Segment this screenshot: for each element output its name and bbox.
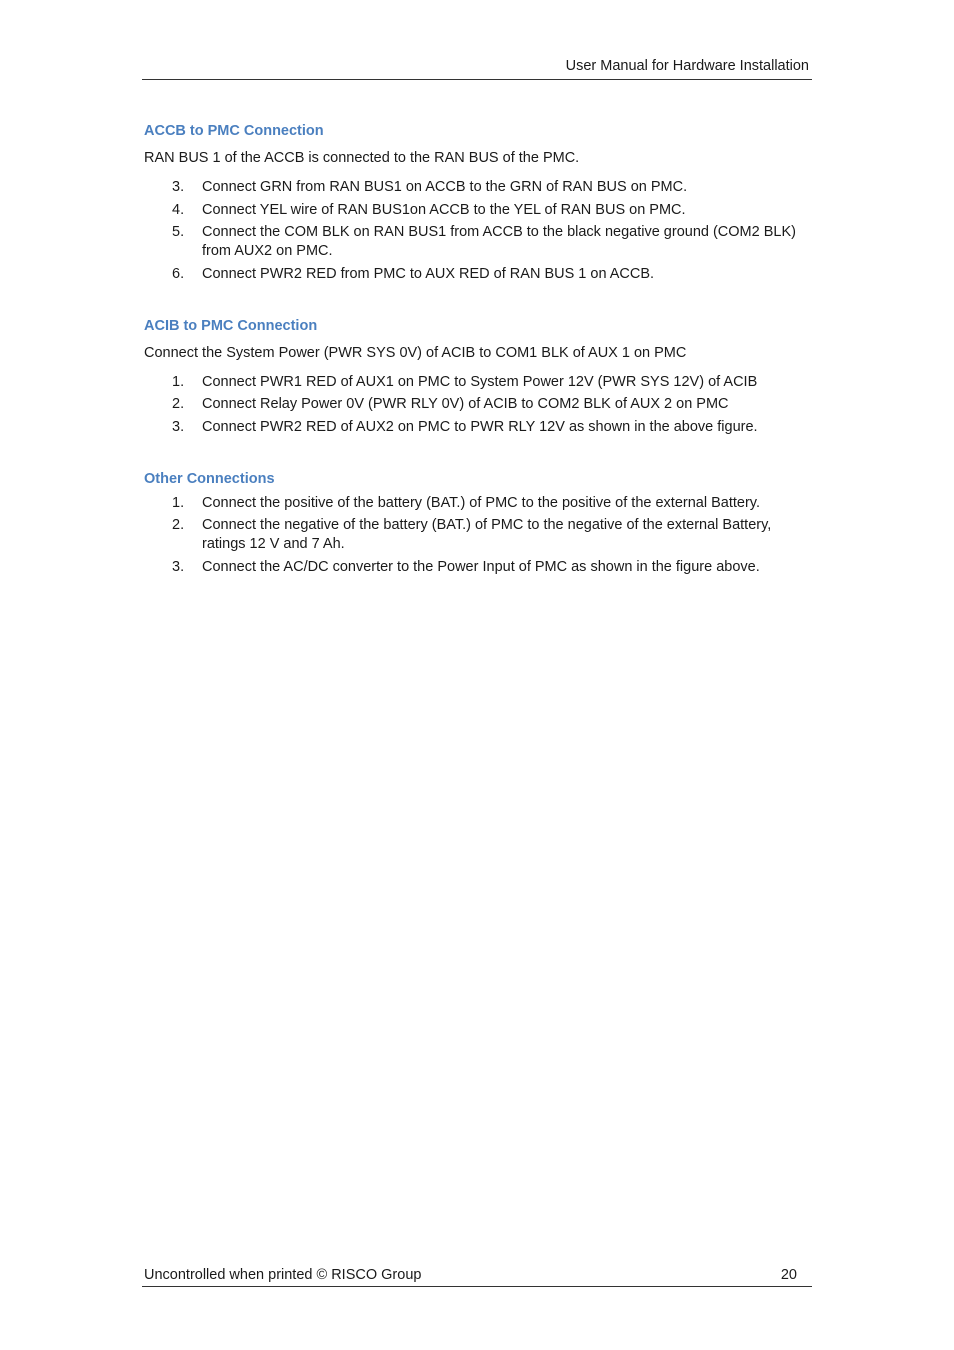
section-heading-acib: ACIB to PMC Connection xyxy=(144,318,318,334)
list-item xyxy=(144,558,804,577)
section-heading-other: Other Connections xyxy=(144,471,275,487)
list-number: 3. xyxy=(172,179,185,195)
page-number: 20 xyxy=(780,1267,797,1283)
list-number: 3. xyxy=(172,559,185,575)
list-number: 2. xyxy=(172,517,185,533)
list-text: Connect the COM BLK on RAN BUS1 from ACCB to the black negative ground (COM2 BLK) from AUX2 on PMC. xyxy=(202,224,796,259)
list-number: 5. xyxy=(172,224,185,240)
section-heading-accb: ACCB to PMC Connection xyxy=(144,123,324,139)
list-number: 4. xyxy=(172,202,185,218)
list-text: Connect GRN from RAN BUS1 on ACCB to the GRN of RAN BUS on PMC. xyxy=(202,179,688,195)
list-item xyxy=(144,418,804,437)
list-text: Connect PWR2 RED of AUX2 on PMC to PWR RLY 12V as shown in the above figure. xyxy=(202,419,758,435)
list-item xyxy=(144,373,804,392)
list-item xyxy=(144,265,804,284)
list-text: Connect the AC/DC converter to the Power Input of PMC as shown in the figure above. xyxy=(202,559,760,575)
list-item xyxy=(144,223,804,261)
list-number: 2. xyxy=(172,396,185,412)
list-item xyxy=(144,395,804,414)
section-intro-acib: Connect the System Power (PWR SYS 0V) of ACIB to COM1 BLK of AUX 1 on PMC xyxy=(144,345,687,361)
list-text: Connect PWR2 RED from PMC to AUX RED of RAN BUS 1 on ACCB. xyxy=(202,266,655,282)
list-text: Connect the positive of the battery (BAT.) of PMC to the positive of the external Battery. xyxy=(202,495,760,511)
list-number: 3. xyxy=(172,419,185,435)
footer-divider xyxy=(142,1286,812,1287)
list-item xyxy=(144,178,804,197)
footer-notice: Uncontrolled when printed © RISCO Group xyxy=(144,1267,422,1283)
list-item xyxy=(144,494,804,513)
list-text: Connect YEL wire of RAN BUS1on ACCB to the YEL of RAN BUS on PMC. xyxy=(202,202,686,218)
list-text: Connect the negative of the battery (BAT.) of PMC to the negative of the external Battery, ratings 12 V and 7 Ah. xyxy=(202,517,772,552)
list-number: 1. xyxy=(172,495,185,511)
header-divider xyxy=(142,79,812,80)
list-text: Connect Relay Power 0V (PWR RLY 0V) of ACIB to COM2 BLK of AUX 2 on PMC xyxy=(202,396,729,412)
list-number: 6. xyxy=(172,266,185,282)
section-intro-accb: RAN BUS 1 of the ACCB is connected to the RAN BUS of the PMC. xyxy=(144,150,580,166)
list-number: 1. xyxy=(172,374,185,390)
running-header: User Manual for Hardware Installation xyxy=(565,58,809,74)
list-text: Connect PWR1 RED of AUX1 on PMC to System Power 12V (PWR SYS 12V) of ACIB xyxy=(202,374,758,390)
list-item xyxy=(144,516,804,554)
list-item xyxy=(144,201,804,220)
